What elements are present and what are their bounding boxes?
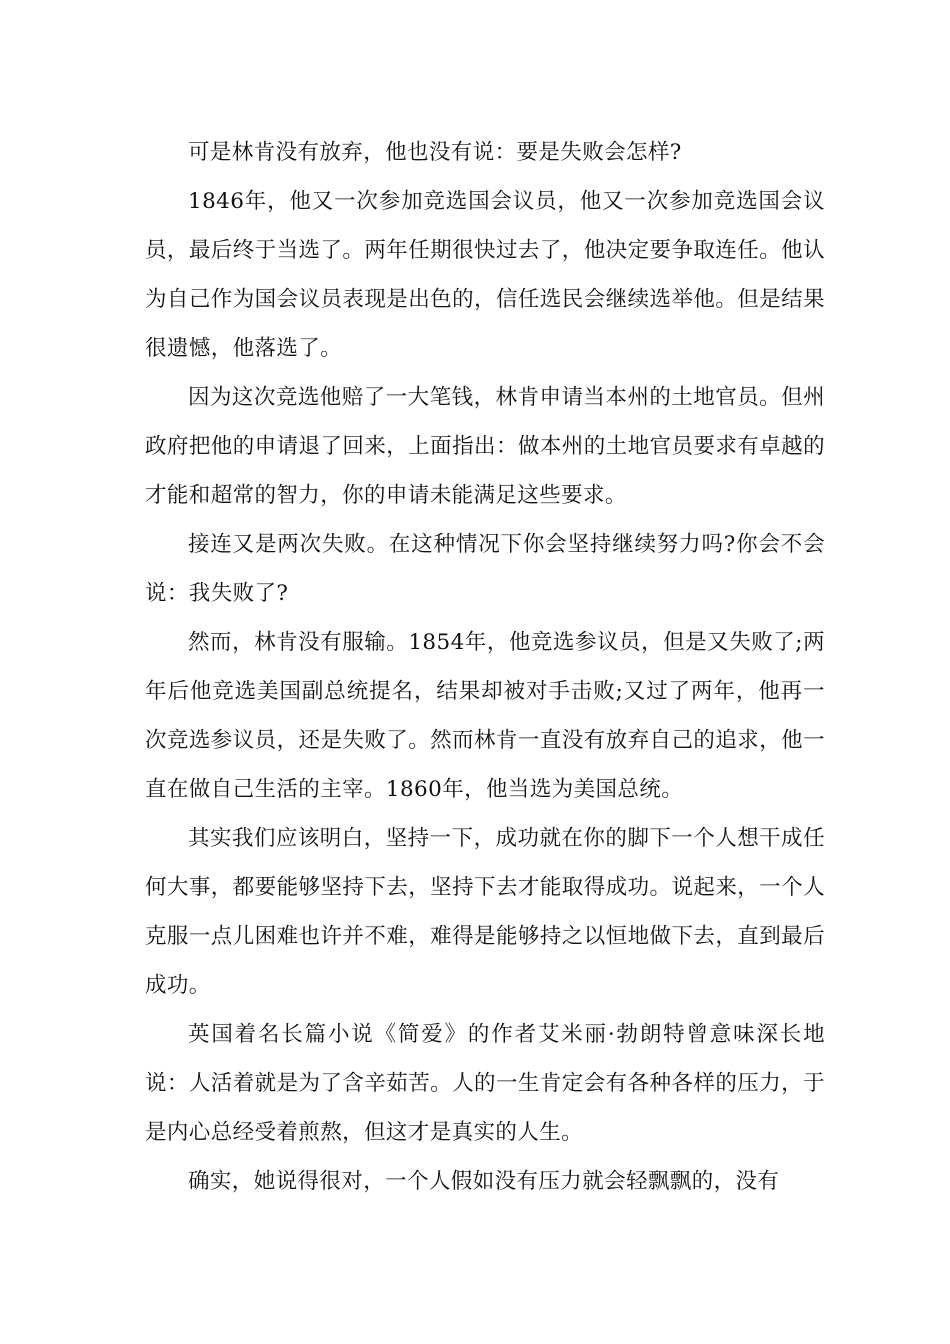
paragraph-2: 1846年，他又一次参加竞选国会议员，他又一次参加竞选国会议员，最后终于当选了。两年任期很快过去了，他决定要争取连任。他认为自己作为国会议员表现是出色的，信任选民会继续选举他。但是结果很遗憾，他落选了。: [145, 189, 825, 361]
paragraph-5: 然而，林肯没有服输。1854年，他竞选参议员，但是又失败了;两年后他竞选美国副总统提名，结果却被对手击败;又过了两年，他再一次竞选参议员，还是失败了。然而林肯一直没有放弃自己的追求，他一直在做自己生活的主宰。1860年，他当选为美国总统。: [145, 630, 825, 802]
paragraph-4: 接连又是两次失败。在这种情况下你会坚持继续努力吗?你会不会说：我失败了?: [145, 532, 825, 606]
paragraph-7: 英国着名长篇小说《简爱》的作者艾米丽·勃朗特曾意味深长地说：人活着就是为了含辛茹苦。人的一生肯定会有各种各样的压力，于是内心总经受着煎熬，但这才是真实的人生。: [145, 1022, 825, 1145]
document-body: [145, 128, 825, 1206]
paragraph-8: 确实，她说得很对，一个人假如没有压力就会轻飘飘的，没有: [188, 1169, 780, 1194]
paragraph-6: 其实我们应该明白，坚持一下，成功就在你的脚下一个人想干成任何大事，都要能够坚持下去，坚持下去才能取得成功。说起来，一个人克服一点儿困难也许并不难，难得是能够持之以恒地做下去，直到最后成功。: [145, 826, 825, 998]
paragraph-1: 可是林肯没有放弃，他也没有说：要是失败会怎样?: [188, 140, 682, 165]
paragraph-3: 因为这次竞选他赔了一大笔钱，林肯申请当本州的土地官员。但州政府把他的申请退了回来，上面指出：做本州的土地官员要求有卓越的才能和超常的智力，你的申请未能满足这些要求。: [145, 385, 825, 508]
